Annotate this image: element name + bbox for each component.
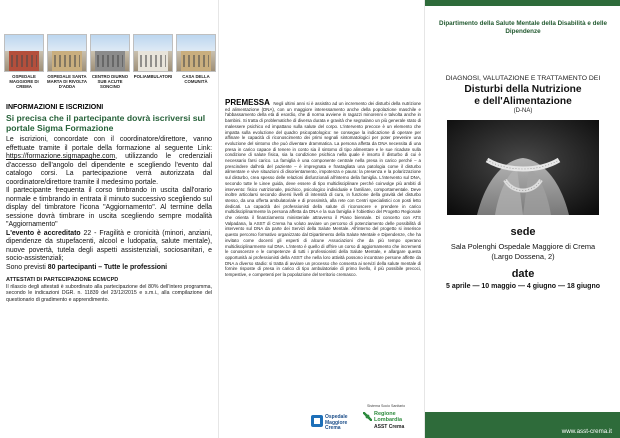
photo-santa-marta	[47, 34, 87, 89]
accreditation-text: 22 - Fragilità e cronicità (minori, anziani, dipendenze da stupefacenti, alcool e ludopatia, salute mentale), nuove povertà, tutela degli aspetti assistenziali, sociosanitari, e socio-assistenziali;	[6, 229, 212, 262]
top-accent-bar	[425, 0, 620, 6]
website-link[interactable]: www.asst-crema.it	[561, 428, 612, 435]
photo-caption: CENTRO DIURNO SUB ACUTE SONCINO	[91, 74, 129, 89]
info-paragraph-registration	[6, 136, 212, 187]
logo-reg-line2: Lombardia	[374, 417, 403, 423]
photo-caption: OSPEDALE MAGGIORE DI CREMA	[9, 74, 39, 89]
photo-caption: CASA DELLA COMUNITÀ	[182, 74, 210, 84]
venue-heading: sede	[510, 226, 536, 238]
department-name: Dipartimento della Salute Mentale della Disabilità e delle Dipendenze	[439, 20, 607, 35]
title-prefix: DIAGNOSI, VALUTAZIONE E TRATTAMENTO DEI	[445, 75, 601, 82]
regione-rose-icon	[363, 412, 372, 421]
ospedale-logo-text	[325, 415, 348, 432]
location-photos	[4, 34, 214, 98]
ospedale-logo	[311, 414, 359, 432]
logo-osp-line3: Crema	[325, 425, 341, 432]
certificates-heading: ATTESTATI DI PARTECIPAZIONE ECM/CPD	[6, 277, 119, 283]
asst-label: ASST Crema	[374, 424, 405, 430]
registration-text: Le iscrizioni, concordate con il coordinatore/direttore, vanno effettuate tramite il portale della formazione al seguente Link:	[6, 136, 212, 152]
logo-osp-line1: Ospedale	[325, 414, 348, 420]
logo-reg-line1: Regione	[374, 411, 396, 417]
regione-logo-text	[374, 411, 402, 423]
accreditation-label: L'evento è accreditato	[6, 229, 81, 237]
photo-poliambulatori	[133, 34, 173, 82]
footer-logos	[311, 404, 423, 430]
registration-text-cont: , utilizzando le credenziali d'accesso dell'angolo del dipendente e scegliendo l'evento dal catalogo corsi. La partecipazione verrà autorizzata dal coordinatore/direttore tramite il medesimo portale.	[6, 153, 212, 186]
title-acronym: (D-NA)	[513, 108, 533, 114]
venue-name: Sala Polenghi Ospedale Maggiore di Crema	[450, 242, 596, 251]
photo-caption: POLIAMBULATORI	[133, 74, 173, 79]
photo-ospedale-maggiore	[4, 34, 44, 89]
info-paragraph-accreditation	[6, 230, 212, 264]
info-heading: INFORMAZIONI E ISCRIZIONI	[6, 104, 104, 111]
dates-list: 5 aprile — 10 maggio — 4 giugno — 18 giugno	[445, 283, 601, 290]
ospedale-logo-icon	[311, 415, 323, 427]
photo-centro-diurno	[90, 34, 130, 89]
dates-heading: date	[511, 268, 535, 280]
sistema-label: Sistema Socio Sanitario	[367, 404, 406, 408]
info-section	[6, 104, 212, 303]
certificates-text: Il rilascio degli attestati è subordinato alla partecipazione del 80% dell'intero programma, secondo le indicazioni DGR. n. 11839 del 23/12/2015 e s.m.i., alla compilazione del questionario di gradimento e apprendimento.	[6, 284, 212, 303]
main-title-line1: Disturbi della Nutrizione	[464, 84, 582, 95]
logo-osp-line2: Maggiore	[325, 419, 348, 426]
middle-panel	[218, 0, 424, 438]
registration-link[interactable]: https://formazione.sigmapaghe.com	[6, 153, 116, 160]
info-lead: Si precisa che il partecipante dovrà iscriversi sul portale Sigma Formazione	[6, 113, 206, 133]
info-paragraph-participants	[6, 264, 212, 273]
cover-photo	[447, 120, 599, 215]
measuring-tape-hands-illustration	[447, 120, 599, 215]
venue-address: (Largo Dossena, 2)	[491, 252, 555, 261]
cover-panel	[424, 0, 620, 438]
participants-count: 80 partecipanti – Tutte le professioni	[47, 263, 168, 271]
premessa-text: Negli ultimi anni si è assistito ad un incremento dei disturbi della nutrizione ed alimentazione (DNA), con un maggiore interessamento anche della popolazione maschile e l'abbassamento della età di esordio, che di norma avviene in ragazzi minorenni e talvolta anche in bambini. Si tratta di problematiche di diversa durata e gravità che segnalano un più generale stato di malessere psichico ed impattano sulla salute del corpo. L'intervento precoce è un elemento che impatta sulla evoluzione del quadro psicopatologico: ne consegue la indicazione di operare per affinare le capacità di riconoscimento dei primi segnali sintomatologici per poter prevenire una evoluzione del sintomo che può diventare drammatica. La persona affetta da DNA necessita di una presa in carico capace di tenere in conto sia il sintomo di tipo alimentare e le sue ricadute sulla condizione di salute fisica, sia la condizione psichica nella quale è insorto il disturbo di cui è necessario farsi carico. La famiglia è una componente centrale nella presa in carico perché – a prescindere dall'età del paziente – è impregnata e frastagliata una patologia come il disturbo alimentare e vive situazioni di disorientamento, impotenza e paura: la presenza e la polarizzazione sul disturbo, crea spesso delle relazioni disfunzionali all'interno della famiglia. L'intervento sul DNA, secondo tutte le Linee guida, deve essere di tipo multidisciplinare perché coinvolge più ambiti di intervento: fisico nutrizionale, psichico, psicologico individuale e familiare, comportamentale. Deve inoltre articolarsi secondo diversi livelli di intensità di cura, in funzione della gravità del disturbo stesso, da una offerta ambulatoriale e di prossimità, alla rete con Centri specialistici con posti letto dedicati. La capacità dei professionisti della salute di riconoscere e prendere in carico multidisciplinarmente la persona affetta da DNA e la sua famiglia è l'obiettivo del Progetto Regionale che orienta il finanziamento ministeriale attraverso il Piano biennale. Di concerto con ATS Valpadana, la ASST di Crema ha voluto avviare un percorso di potenziamento delle possibilità di intervento sul DNA da parte dei Servizi della Salute Mentale. All'interno del progetto si inserisce questo percorso formativo organizzato dal Dipartimento della Salute Mentale e Dipendenze, che ha invitato come docenti gli esperti di alcune Associazioni che da più tempo operano multidisciplinarmente sul DNA. L'intento è quello di offrire un corso di aggiornamento che incrementi le conoscenze e le competenze di tutti i professionisti della Salute Mentale, e allargare questa opportunità ai professionisti della ASST che nella loro attività possono incontrare persone affette da DNA a diverso stadio: si tratta di avviare un processo che consenta ai servizi della salute mentale di fornire risposte di presa in carico di tipo ambulatoriale di primo livello, il più possibile precoci, tempestive, e competenti per la popolazione del territorio cremasco.	[225, 101, 421, 278]
main-title-line2: e dell'Alimentazione	[474, 95, 572, 107]
info-paragraph-attendance: Il partecipante frequenta il corso timbrando in uscita dall'orario normale e timbrando in entrata il minuto successivo scegliendo sul display del timbratore l'icona "Aggiornamento". Al termine della sessione dovrà timbrare in uscita scegliendo sempre modalità "Aggiornamento"	[6, 187, 212, 228]
regione-logo	[363, 410, 421, 430]
main-title	[431, 84, 615, 107]
left-panel	[0, 0, 218, 438]
premessa-section	[225, 100, 421, 278]
premessa-heading: PREMESSA	[225, 98, 270, 107]
photo-casa-comunita	[176, 34, 216, 82]
participants-text: Sono previsti	[6, 263, 48, 271]
photo-caption: OSPEDALE SANTA MARTA DI RIVOLTA D'ADDA	[47, 74, 87, 89]
